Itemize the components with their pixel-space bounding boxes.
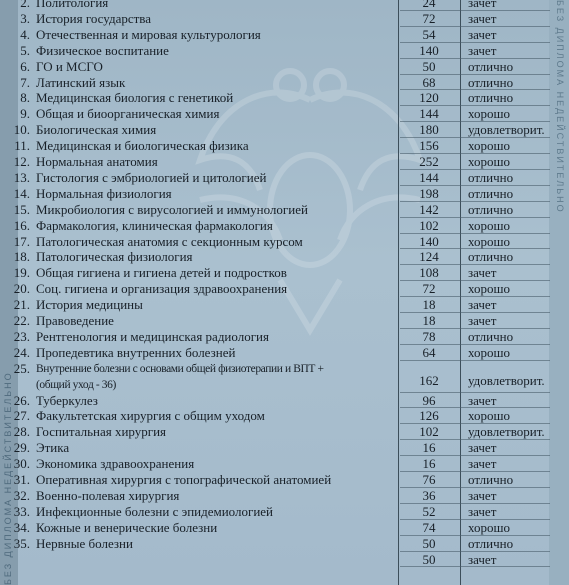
- grade-value: зачет: [468, 10, 497, 26]
- hours-value: 72: [422, 281, 436, 297]
- table-row: [0, 281, 569, 297]
- hours-value: 108: [419, 265, 439, 281]
- hours-value: 102: [419, 217, 439, 233]
- row-number: 8.: [20, 90, 30, 106]
- table-row: [0, 59, 569, 75]
- table-row: [0, 122, 569, 138]
- row-number: 13.: [13, 169, 30, 185]
- table-row: [0, 202, 569, 218]
- hours-value: 64: [422, 344, 436, 360]
- row-number: 15.: [13, 201, 30, 217]
- hours-value: 50: [422, 551, 436, 567]
- table-row: [0, 265, 569, 281]
- row-number: 7.: [20, 74, 30, 90]
- table-row: [0, 75, 569, 91]
- grade-value: отлично: [468, 90, 514, 106]
- row-number: 30.: [13, 456, 30, 472]
- subject-name: История медицины: [36, 297, 143, 313]
- table-row: [0, 218, 569, 234]
- grade-value: зачет: [468, 440, 497, 456]
- subject-name: Кожные и венерические болезни: [36, 519, 218, 535]
- hours-value: 50: [422, 535, 436, 551]
- row-number: 11.: [14, 138, 30, 154]
- grade-value: зачет: [468, 0, 497, 10]
- subject-name: ГО и МСГО: [36, 58, 103, 74]
- row-number: 29.: [13, 440, 30, 456]
- table-row: [0, 186, 569, 202]
- hours-value: 96: [422, 392, 436, 408]
- grade-value: хорошо: [468, 281, 511, 297]
- table-row: [0, 329, 569, 345]
- subject-name: Общая гигиена и гигиена детей и подростков: [36, 265, 287, 281]
- grade-value: зачет: [468, 487, 497, 503]
- table-row: [0, 424, 569, 440]
- row-number: 17.: [13, 233, 30, 249]
- hours-value: 102: [419, 424, 439, 440]
- subject-name: Соц. гигиена и организация здравоохранения: [36, 281, 288, 297]
- grade-value: хорошо: [468, 519, 511, 535]
- subject-name: Правоведение: [36, 313, 114, 328]
- table-row: [0, 234, 569, 250]
- row-number: 20.: [13, 281, 30, 297]
- hours-value: 144: [419, 106, 439, 122]
- grade-value: отлично: [468, 328, 514, 344]
- subject-name: Гистология с эмбриологией и цитологией: [36, 169, 267, 185]
- subject-name: Латинский язык: [36, 74, 126, 90]
- table-row: [0, 456, 569, 472]
- subject-name: Медицинская и биологическая физика: [36, 138, 249, 154]
- hours-value: 140: [419, 233, 439, 249]
- table-row: [0, 313, 569, 329]
- grade-value: отлично: [468, 185, 514, 201]
- table-row: [0, 504, 569, 520]
- table-row: [0, 408, 569, 424]
- hours-value: 180: [419, 122, 439, 138]
- table-row: [0, 345, 569, 361]
- subject-name: Общая и биоорганическая химия: [36, 106, 220, 122]
- row-number: 23.: [13, 328, 30, 344]
- hours-value: 50: [422, 58, 436, 74]
- grade-value: отлично: [468, 535, 514, 551]
- grade-value: зачет: [468, 392, 497, 408]
- table-row: [0, 361, 569, 393]
- table-row: [0, 536, 569, 552]
- table-row: [0, 154, 569, 170]
- hours-value: 24: [422, 0, 436, 10]
- grade-value: отлично: [468, 472, 514, 487]
- grade-value: зачет: [468, 313, 497, 328]
- subject-name: Политология: [36, 0, 109, 10]
- row-number: 18.: [13, 249, 30, 265]
- subject-name: Нормальная физиология: [36, 185, 172, 201]
- row-number: 9.: [20, 106, 30, 122]
- hours-value: 72: [422, 10, 436, 26]
- row-number: 25.: [13, 360, 30, 376]
- hours-value: 74: [422, 519, 436, 535]
- subject-name: Оперативная хирургия с топографической анатомией: [36, 472, 332, 487]
- table-row: [0, 43, 569, 59]
- row-number: 34.: [13, 519, 30, 535]
- grade-value: хорошо: [468, 138, 511, 154]
- grade-value: отлично: [468, 58, 514, 74]
- row-number: 3.: [20, 10, 30, 26]
- table-row: [0, 170, 569, 186]
- left-strip-text: БЕЗ ДИПЛОМА НЕДЕЙСТВИТЕЛЬНО: [3, 371, 13, 585]
- grade-value: хорошо: [468, 106, 511, 122]
- row-number: 21.: [13, 297, 30, 313]
- row-number: 24.: [13, 344, 30, 360]
- table-row: [0, 106, 569, 122]
- hours-value: 18: [422, 297, 436, 313]
- hours-value: 16: [422, 440, 436, 456]
- row-number: 19.: [13, 265, 30, 281]
- table-row: [0, 27, 569, 43]
- subject-name: Физическое воспитание: [36, 42, 169, 58]
- row-number: 33.: [13, 503, 30, 519]
- subject-name: Отечественная и мировая культурология: [36, 26, 261, 42]
- subject-name: Туберкулез: [36, 392, 98, 408]
- table-row: [0, 297, 569, 313]
- subject-name: Патологическая анатомия с секционным курсом: [36, 233, 303, 249]
- hours-value: 252: [419, 154, 439, 169]
- hours-value: 36: [422, 487, 436, 503]
- hours-value: 142: [419, 201, 439, 217]
- row-number: 12.: [13, 154, 30, 169]
- row-number: 16.: [13, 217, 30, 233]
- grade-value: зачет: [468, 265, 497, 281]
- subject-name: Рентгенология и медицинская радиология: [36, 328, 269, 344]
- row-number: 26.: [13, 392, 30, 408]
- grade-value: зачет: [468, 551, 497, 567]
- grade-value: хорошо: [468, 344, 511, 360]
- table-row: [0, 520, 569, 536]
- subject-name: Внутренние болезни с основами общей физиотерапии и ВПТ +: [36, 362, 324, 375]
- hours-value: 120: [419, 90, 439, 106]
- row-number: 31.: [13, 472, 30, 487]
- grade-value: зачет: [468, 297, 497, 313]
- grade-value: удовлетворит.: [468, 372, 545, 388]
- row-number: 10.: [13, 122, 30, 138]
- table-row: [0, 440, 569, 456]
- grade-value: отлично: [468, 249, 514, 265]
- table-row: [0, 90, 569, 106]
- table-row: [0, 488, 569, 504]
- row-number: 14.: [13, 185, 30, 201]
- grade-value: зачет: [468, 26, 497, 42]
- table-row: [0, 249, 569, 265]
- table-row: [0, 11, 569, 27]
- hours-value: 126: [419, 408, 439, 424]
- right-strip-text: БЕЗ ДИПЛОМА НЕДЕЙСТВИТЕЛЬНО: [555, 0, 565, 214]
- hours-value: 18: [422, 313, 436, 328]
- grade-value: зачет: [468, 503, 497, 519]
- row-number: 5.: [20, 42, 30, 58]
- subject-name: Нервные болезни: [36, 535, 133, 551]
- hours-value: 52: [422, 503, 436, 519]
- grade-value: отлично: [468, 169, 514, 185]
- grade-value: зачет: [468, 42, 497, 58]
- hours-value: 156: [419, 138, 439, 154]
- hours-value: 124: [419, 249, 439, 265]
- table-row: [0, 138, 569, 154]
- subject-name: Нормальная анатомия: [36, 154, 158, 169]
- grade-value: хорошо: [468, 154, 511, 169]
- hours-value: 162: [419, 372, 439, 388]
- row-number: 6.: [20, 58, 30, 74]
- row-number: 22.: [13, 313, 30, 328]
- row-number: 2.: [20, 0, 30, 10]
- grade-value: удовлетворит.: [468, 424, 545, 440]
- grade-value: зачет: [468, 456, 497, 472]
- grade-value: хорошо: [468, 233, 511, 249]
- row-number: 4.: [20, 26, 30, 42]
- subject-name: Этика: [36, 440, 70, 456]
- hours-value: 144: [419, 169, 439, 185]
- subject-name: Медицинская биология с генетикой: [36, 90, 234, 106]
- subject-name: История государства: [36, 10, 152, 26]
- subject-name: Микробиология с вирусологией и иммунологией: [36, 201, 308, 217]
- hours-value: 198: [419, 185, 439, 201]
- table-row: [0, 472, 569, 488]
- subject-name: Инфекционные болезни с эпидемиологией: [36, 503, 274, 519]
- hours-value: 54: [422, 26, 436, 42]
- subject-name: Биологическая химия: [36, 122, 157, 138]
- hours-value: 140: [419, 42, 439, 58]
- subject-name: Экономика здравоохранения: [36, 456, 195, 472]
- table-row: [0, 552, 569, 568]
- hours-value: 68: [422, 74, 436, 90]
- subject-name: Военно-полевая хирургия: [36, 487, 180, 503]
- grade-value: хорошо: [468, 408, 511, 424]
- hours-value: 76: [422, 472, 436, 487]
- subject-name-continued: (общий уход - 36): [36, 378, 116, 391]
- grade-value: удовлетворит.: [468, 122, 545, 138]
- hours-value: 16: [422, 456, 436, 472]
- row-number: 32.: [13, 487, 30, 503]
- subject-name: Фармакология, клиническая фармакология: [36, 217, 273, 233]
- grade-value: отлично: [468, 201, 514, 217]
- row-number: 35.: [13, 535, 30, 551]
- subject-name: Факультетская хирургия с общим уходом: [36, 408, 265, 424]
- hours-value: 78: [422, 328, 436, 344]
- subject-name: Госпитальная хирургия: [36, 424, 167, 440]
- subject-name: Патологическая физиология: [36, 249, 193, 265]
- table-row: [0, 393, 569, 409]
- grade-value: отлично: [468, 74, 514, 90]
- subject-name: Пропедевтика внутренних болезней: [36, 344, 236, 360]
- grade-value: хорошо: [468, 217, 511, 233]
- row-number: 28.: [13, 424, 30, 440]
- row-divider: [400, 566, 550, 567]
- row-number: 27.: [13, 408, 30, 424]
